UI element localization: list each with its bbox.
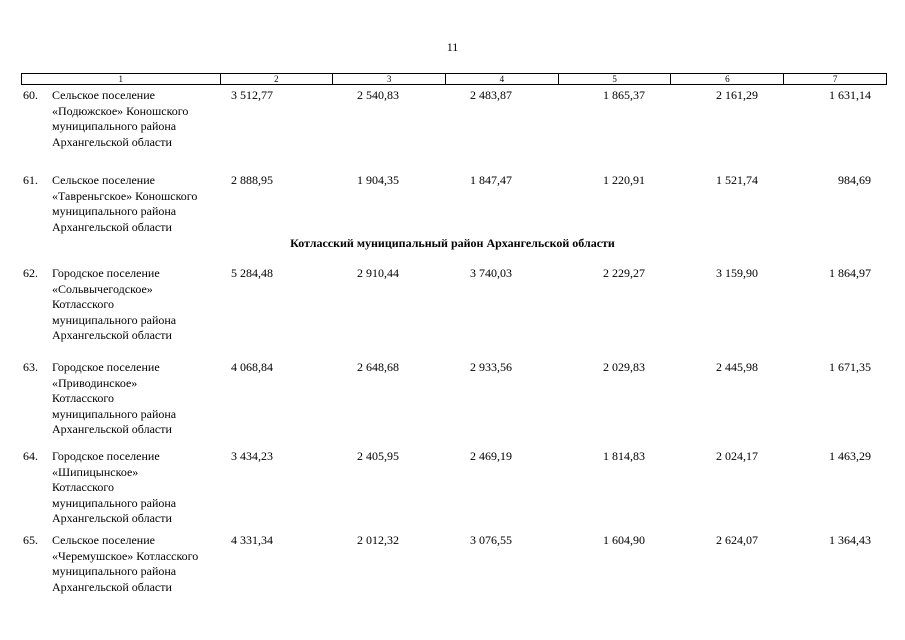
cell-col-5: 2 029,83 <box>603 360 645 374</box>
header-col-1: 1 <box>118 74 124 84</box>
cell-col-3: 2 405,95 <box>357 449 399 463</box>
row-number: 65. <box>23 533 38 547</box>
header-col-3: 3 <box>332 74 445 84</box>
row-name: Городское поселение «Приводинское» Котласского муниципального района Архангельской области <box>52 360 177 436</box>
header-col-7: 7 <box>783 74 886 84</box>
cell-col-2: 2 888,95 <box>231 173 273 187</box>
cell-col-3: 2 540,83 <box>357 88 399 102</box>
row-number: 62. <box>23 266 38 280</box>
cell-col-2: 3 512,77 <box>231 88 273 102</box>
row-name: Сельское поселение «Тавреньгское» Коношского муниципального района Архангельской области <box>52 173 198 234</box>
cell-col-2: 4 068,84 <box>231 360 273 374</box>
header-col-2: 2 <box>220 74 333 84</box>
row-name: Городское поселение «Шипицынское» Котласского муниципального района Архангельской области <box>52 449 177 525</box>
cell-col-5: 1 865,37 <box>603 88 645 102</box>
cell-col-5: 1 220,91 <box>603 173 645 187</box>
cell-col-6: 2 024,17 <box>716 449 758 463</box>
cell-col-6: 2 445,98 <box>716 360 758 374</box>
row-number: 64. <box>23 449 38 463</box>
cell-col-6: 2 161,29 <box>716 88 758 102</box>
table-header <box>21 73 887 85</box>
row-name: Сельское поселение «Подюжское» Коношского муниципального района Архангельской области <box>52 88 189 149</box>
header-col-5: 5 <box>558 74 671 84</box>
cell-col-4: 2 933,56 <box>470 360 512 374</box>
cell-col-4: 3 740,03 <box>470 266 512 280</box>
header-col-6: 6 <box>670 74 783 84</box>
row-number: 60. <box>23 88 38 102</box>
cell-col-7: 984,69 <box>838 173 871 187</box>
cell-col-7: 1 864,97 <box>829 266 871 280</box>
cell-col-5: 1 814,83 <box>603 449 645 463</box>
cell-col-2: 5 284,48 <box>231 266 273 280</box>
cell-col-6: 1 521,74 <box>716 173 758 187</box>
cell-col-7: 1 671,35 <box>829 360 871 374</box>
cell-col-4: 1 847,47 <box>470 173 512 187</box>
cell-col-3: 2 012,32 <box>357 533 399 547</box>
cell-col-3: 2 910,44 <box>357 266 399 280</box>
section-title: Котласский муниципальный район Архангельской области <box>290 236 615 250</box>
row-number: 63. <box>23 360 38 374</box>
cell-col-6: 2 624,07 <box>716 533 758 547</box>
cell-col-2: 3 434,23 <box>231 449 273 463</box>
cell-col-2: 4 331,34 <box>231 533 273 547</box>
cell-col-5: 1 604,90 <box>603 533 645 547</box>
row-name: Сельское поселение «Черемушское» Котласского муниципального района Архангельской области <box>52 533 199 594</box>
row-number: 61. <box>23 173 38 187</box>
cell-col-7: 1 463,29 <box>829 449 871 463</box>
cell-col-4: 3 076,55 <box>470 533 512 547</box>
cell-col-3: 1 904,35 <box>357 173 399 187</box>
cell-col-7: 1 364,43 <box>829 533 871 547</box>
cell-col-3: 2 648,68 <box>357 360 399 374</box>
row-name: Городское поселение «Сольвычегодское» Котласского муниципального района Архангельской области <box>52 266 177 342</box>
cell-col-7: 1 631,14 <box>829 88 871 102</box>
cell-col-5: 2 229,27 <box>603 266 645 280</box>
cell-col-6: 3 159,90 <box>716 266 758 280</box>
cell-col-4: 2 483,87 <box>470 88 512 102</box>
header-col-4: 4 <box>445 74 558 84</box>
page-number: 11 <box>446 40 459 54</box>
cell-col-4: 2 469,19 <box>470 449 512 463</box>
